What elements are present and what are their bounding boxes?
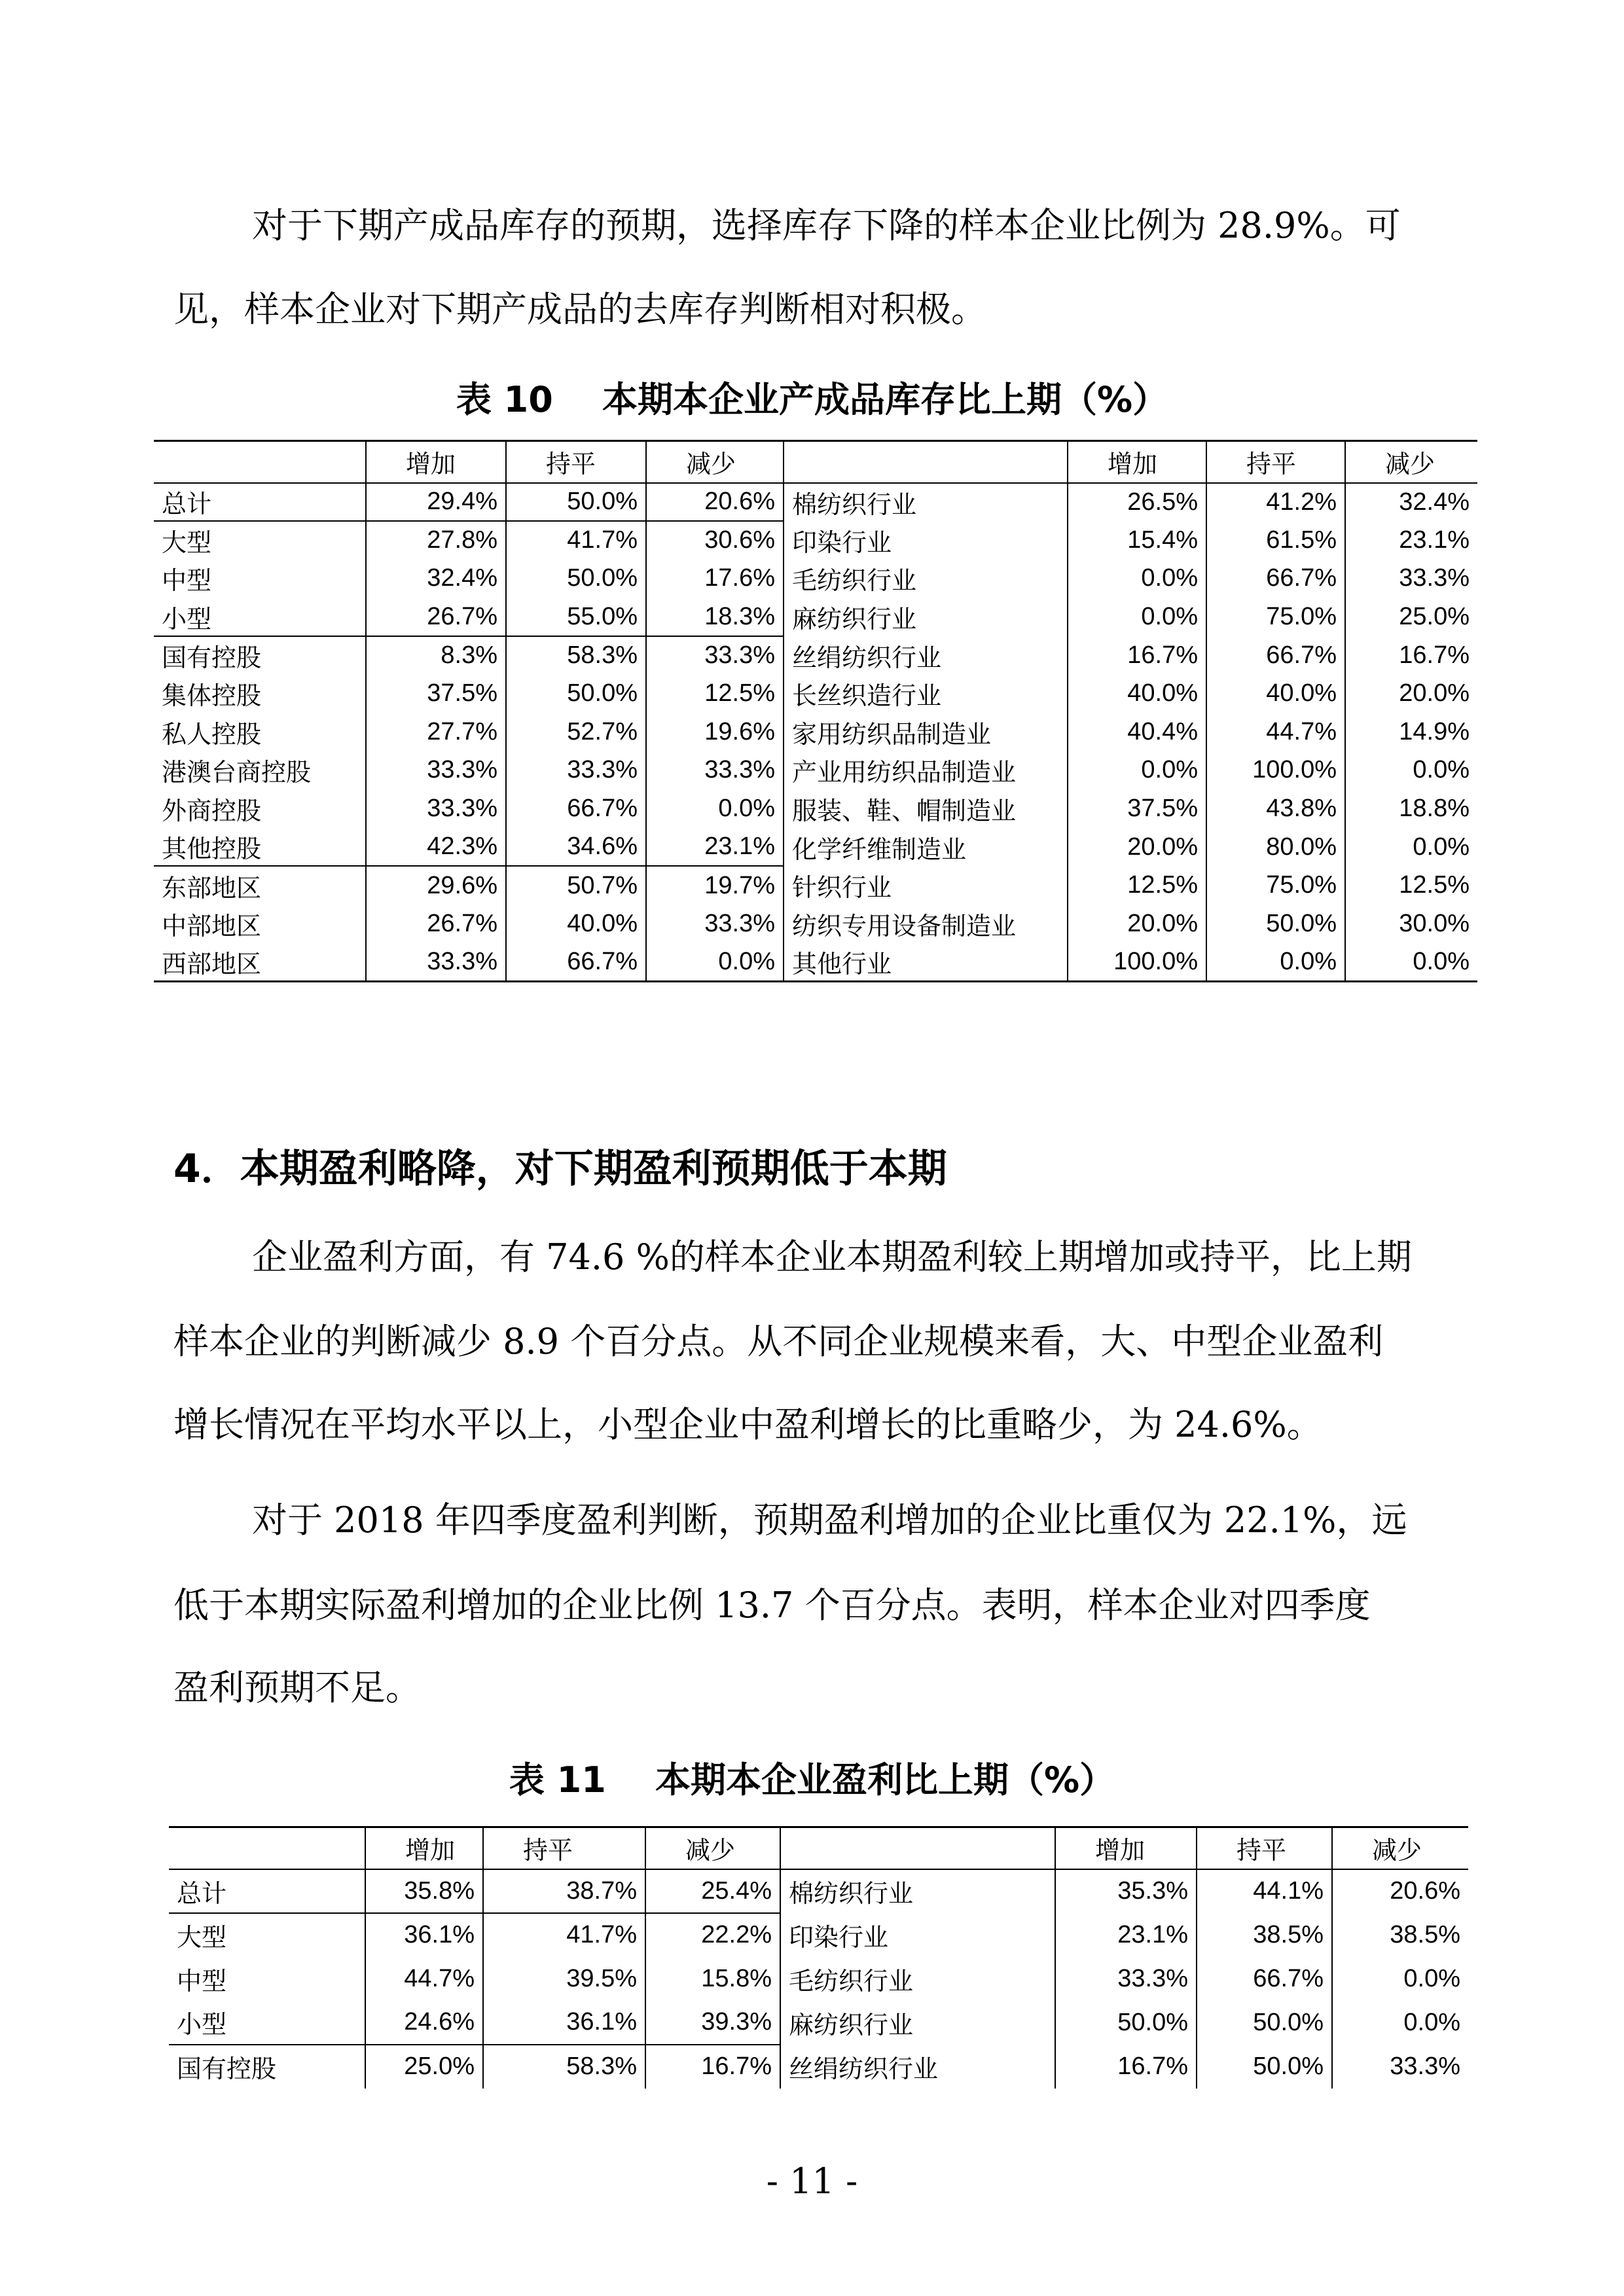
cell-increase: 29.4% — [366, 483, 506, 522]
table-header-decrease: 减少 — [645, 1827, 780, 1869]
table-11 — [169, 1826, 1468, 2089]
table-row — [169, 1869, 1468, 1913]
industry-label: 丝绢纺织行业 — [784, 636, 1068, 675]
cell-flat: 55.0% — [506, 598, 646, 636]
cell-decrease: 30.0% — [1345, 905, 1477, 943]
industry-label: 长丝织造行业 — [784, 674, 1068, 713]
cell-increase: 27.8% — [366, 521, 506, 560]
table-row — [154, 636, 1477, 675]
cell-decrease: 0.0% — [646, 789, 784, 828]
cell-flat: 75.0% — [1206, 598, 1345, 636]
cell-decrease: 15.8% — [645, 1957, 780, 2001]
cell-increase: 44.7% — [365, 1957, 483, 2001]
row-label: 港澳台商控股 — [162, 758, 312, 787]
paragraph-line: 增长情况在平均水平以上，小型企业中盈利增长的比重略少，为 24.6%。 — [173, 1404, 1322, 1445]
table-header-blank — [154, 441, 366, 483]
table-header-flat: 持平 — [483, 1827, 645, 1869]
row-label: 大型 — [169, 1913, 365, 1957]
cell-decrease: 20.6% — [646, 483, 784, 522]
cell-decrease: 33.3% — [1345, 560, 1477, 598]
table-header-flat: 持平 — [506, 441, 646, 483]
cell-decrease: 18.8% — [1345, 789, 1477, 828]
cell-flat: 0.0% — [1206, 943, 1345, 982]
cell-flat: 100.0% — [1206, 751, 1345, 790]
industry-label: 麻纺织行业 — [780, 2001, 1055, 2045]
cell-decrease: 14.9% — [1345, 713, 1477, 751]
table-header-increase: 增加 — [1055, 1827, 1197, 1869]
table-10-caption: 表 10 本期本企业产成品库存比上期（%） — [456, 379, 1168, 420]
industry-label: 化学纤维制造业 — [784, 828, 1068, 867]
cell-flat: 40.0% — [506, 905, 646, 943]
paragraph-line: 见，样本企业对下期产成品的去库存判断相对积极。 — [173, 289, 986, 330]
section-heading: 4．本期盈利略降，对下期盈利预期低于本期 — [173, 1146, 947, 1192]
table-header-decrease: 减少 — [1332, 1827, 1468, 1869]
table-header-blank — [784, 441, 1068, 483]
cell-increase: 35.3% — [1055, 1869, 1197, 1913]
cell-decrease: 18.3% — [646, 598, 784, 636]
cell-flat: 58.3% — [506, 636, 646, 675]
cell-flat: 52.7% — [506, 713, 646, 751]
cell-increase: 33.3% — [366, 789, 506, 828]
cell-increase: 0.0% — [1068, 751, 1206, 790]
industry-label: 针织行业 — [784, 866, 1068, 905]
table-header-blank — [169, 1827, 365, 1869]
cell-flat: 36.1% — [483, 2001, 645, 2045]
cell-flat: 50.0% — [506, 560, 646, 598]
table-row — [154, 789, 1477, 828]
table-header-decrease: 减少 — [646, 441, 784, 483]
row-label: 东部地区 — [154, 866, 366, 905]
cell-decrease: 33.3% — [1332, 2045, 1468, 2089]
cell-decrease: 32.4% — [1345, 483, 1477, 522]
table-row — [154, 521, 1477, 560]
cell-increase: 35.8% — [365, 1869, 483, 1913]
row-label: 大型 — [154, 521, 366, 560]
row-label: 国有控股 — [169, 2045, 365, 2089]
cell-decrease: 23.1% — [1345, 521, 1477, 560]
row-label: 总计 — [177, 1878, 227, 1908]
cell-flat: 66.7% — [506, 943, 646, 982]
industry-label: 丝绢纺织行业 — [780, 2045, 1055, 2089]
cell-flat: 41.7% — [506, 521, 646, 560]
cell-decrease: 19.7% — [646, 866, 784, 905]
cell-flat: 40.0% — [1206, 674, 1345, 713]
table-row — [154, 866, 1477, 905]
cell-decrease: 16.7% — [645, 2045, 780, 2089]
cell-increase: 26.5% — [1068, 483, 1206, 522]
cell-increase: 16.7% — [1068, 636, 1206, 675]
cell-flat: 33.3% — [506, 751, 646, 790]
table-11-caption: 表 11 本期本企业盈利比上期（%） — [509, 1759, 1115, 1801]
cell-increase: 23.1% — [1055, 1913, 1197, 1957]
industry-label: 纺织专用设备制造业 — [784, 905, 1068, 943]
cell-increase: 33.3% — [366, 943, 506, 982]
page-number: - 11 - — [766, 2161, 858, 2202]
cell-increase: 27.7% — [366, 713, 506, 751]
table-row — [154, 943, 1477, 982]
cell-decrease: 17.6% — [646, 560, 784, 598]
row-label: 中型 — [177, 1966, 227, 1996]
row-label: 私人控股 — [162, 719, 262, 749]
cell-flat: 41.7% — [483, 1913, 645, 1957]
table-row — [169, 1913, 1468, 1957]
cell-flat: 44.1% — [1197, 1869, 1332, 1913]
cell-increase: 25.0% — [365, 2045, 483, 2089]
row-label: 小型 — [177, 2010, 227, 2039]
industry-label: 印染行业 — [784, 521, 1068, 560]
row-label: 集体控股 — [162, 681, 262, 711]
row-label: 国有控股 — [154, 636, 366, 675]
cell-increase: 29.6% — [366, 866, 506, 905]
paragraph-line: 盈利预期不足。 — [173, 1667, 421, 1708]
cell-decrease: 0.0% — [1332, 2001, 1468, 2045]
row-label: 西部地区 — [162, 949, 262, 978]
cell-flat: 50.0% — [1206, 905, 1345, 943]
cell-decrease: 0.0% — [646, 943, 784, 982]
cell-decrease: 0.0% — [1345, 943, 1477, 982]
row-label: 其他控股 — [162, 834, 262, 864]
cell-increase: 42.3% — [366, 828, 506, 867]
cell-decrease: 22.2% — [645, 1913, 780, 1957]
cell-flat: 50.0% — [1197, 2001, 1332, 2045]
cell-flat: 61.5% — [1206, 521, 1345, 560]
cell-decrease: 33.3% — [646, 905, 784, 943]
cell-flat: 50.7% — [506, 866, 646, 905]
cell-decrease: 12.5% — [646, 674, 784, 713]
cell-increase: 16.7% — [1055, 2045, 1197, 2089]
cell-flat: 34.6% — [506, 828, 646, 867]
table-header-flat: 持平 — [1206, 441, 1345, 483]
table-row — [169, 2045, 1468, 2089]
paragraph-line: 企业盈利方面，有 74.6 %的样本企业本期盈利较上期增加或持平，比上期 — [252, 1236, 1412, 1278]
cell-increase: 26.7% — [366, 598, 506, 636]
cell-decrease: 23.1% — [646, 828, 784, 867]
paragraph-line: 样本企业的判断减少 8.9 个百分点。从不同企业规模来看，大、中型企业盈利 — [173, 1321, 1384, 1362]
table-row — [154, 598, 1477, 636]
cell-decrease: 0.0% — [1345, 828, 1477, 867]
industry-label: 印染行业 — [780, 1913, 1055, 1957]
row-label: 外商控股 — [162, 797, 262, 826]
cell-increase: 24.6% — [365, 2001, 483, 2045]
cell-flat: 38.5% — [1197, 1913, 1332, 1957]
paragraph-line: 低于本期实际盈利增加的企业比例 13.7 个百分点。表明，样本企业对四季度 — [173, 1585, 1371, 1626]
cell-increase: 100.0% — [1068, 943, 1206, 982]
table-row — [154, 674, 1477, 713]
cell-flat: 66.7% — [506, 789, 646, 828]
cell-flat: 50.0% — [1197, 2045, 1332, 2089]
cell-decrease: 16.7% — [1345, 636, 1477, 675]
table-header-increase: 增加 — [366, 441, 506, 483]
cell-flat: 75.0% — [1206, 866, 1345, 905]
cell-flat: 80.0% — [1206, 828, 1345, 867]
cell-decrease: 38.5% — [1332, 1913, 1468, 1957]
cell-increase: 0.0% — [1068, 560, 1206, 598]
cell-increase: 37.5% — [366, 674, 506, 713]
industry-label: 产业用纺织品制造业 — [784, 751, 1068, 790]
table-row — [154, 483, 1477, 522]
cell-increase: 12.5% — [1068, 866, 1206, 905]
industry-label: 毛纺织行业 — [780, 1957, 1055, 2001]
cell-increase: 8.3% — [366, 636, 506, 675]
cell-decrease: 30.6% — [646, 521, 784, 560]
table-row — [154, 905, 1477, 943]
cell-decrease: 33.3% — [646, 636, 784, 675]
cell-flat: 58.3% — [483, 2045, 645, 2089]
table-row — [154, 828, 1477, 867]
cell-decrease: 39.3% — [645, 2001, 780, 2045]
cell-decrease: 20.0% — [1345, 674, 1477, 713]
row-label: 中部地区 — [162, 911, 262, 941]
cell-increase: 20.0% — [1068, 828, 1206, 867]
cell-increase: 32.4% — [366, 560, 506, 598]
table-header-blank — [780, 1827, 1055, 1869]
table-row — [154, 751, 1477, 790]
cell-increase: 26.7% — [366, 905, 506, 943]
cell-increase: 40.0% — [1068, 674, 1206, 713]
cell-flat: 50.0% — [506, 483, 646, 522]
cell-flat: 39.5% — [483, 1957, 645, 2001]
row-label: 小型 — [162, 604, 212, 634]
cell-decrease: 33.3% — [646, 751, 784, 790]
cell-increase: 40.4% — [1068, 713, 1206, 751]
row-label: 总计 — [162, 490, 212, 519]
cell-decrease: 0.0% — [1332, 1957, 1468, 2001]
table-row — [169, 2001, 1468, 2045]
cell-increase: 33.3% — [1055, 1957, 1197, 2001]
paragraph-line: 对于下期产成品库存的预期，选择库存下降的样本企业比例为 28.9%。可 — [252, 205, 1401, 246]
industry-label: 毛纺织行业 — [784, 560, 1068, 598]
table-header-increase: 增加 — [1068, 441, 1206, 483]
table-header-increase: 增加 — [365, 1827, 483, 1869]
cell-increase: 20.0% — [1068, 905, 1206, 943]
cell-flat: 66.7% — [1206, 636, 1345, 675]
cell-flat: 38.7% — [483, 1869, 645, 1913]
industry-label: 麻纺织行业 — [784, 598, 1068, 636]
industry-label: 其他行业 — [784, 943, 1068, 982]
cell-decrease: 20.6% — [1332, 1869, 1468, 1913]
table-header-flat: 持平 — [1197, 1827, 1332, 1869]
cell-decrease: 25.0% — [1345, 598, 1477, 636]
table-header-decrease: 减少 — [1345, 441, 1477, 483]
cell-decrease: 19.6% — [646, 713, 784, 751]
paragraph-line: 对于 2018 年四季度盈利判断，预期盈利增加的企业比重仅为 22.1%，远 — [252, 1499, 1407, 1541]
cell-flat: 44.7% — [1206, 713, 1345, 751]
cell-increase: 50.0% — [1055, 2001, 1197, 2045]
industry-label: 棉纺织行业 — [780, 1869, 1055, 1913]
industry-label: 家用纺织品制造业 — [784, 713, 1068, 751]
cell-decrease: 12.5% — [1345, 866, 1477, 905]
row-label: 中型 — [162, 566, 212, 596]
cell-flat: 66.7% — [1206, 560, 1345, 598]
table-row — [169, 1957, 1468, 2001]
cell-increase: 15.4% — [1068, 521, 1206, 560]
cell-increase: 36.1% — [365, 1913, 483, 1957]
industry-label: 棉纺织行业 — [784, 483, 1068, 522]
cell-increase: 33.3% — [366, 751, 506, 790]
cell-increase: 0.0% — [1068, 598, 1206, 636]
table-row — [154, 560, 1477, 598]
industry-label: 服装、鞋、帽制造业 — [784, 789, 1068, 828]
cell-flat: 50.0% — [506, 674, 646, 713]
cell-increase: 37.5% — [1068, 789, 1206, 828]
cell-decrease: 0.0% — [1345, 751, 1477, 790]
cell-flat: 43.8% — [1206, 789, 1345, 828]
table-row — [154, 713, 1477, 751]
cell-flat: 41.2% — [1206, 483, 1345, 522]
cell-decrease: 25.4% — [645, 1869, 780, 1913]
cell-flat: 66.7% — [1197, 1957, 1332, 2001]
table-10 — [154, 440, 1477, 982]
